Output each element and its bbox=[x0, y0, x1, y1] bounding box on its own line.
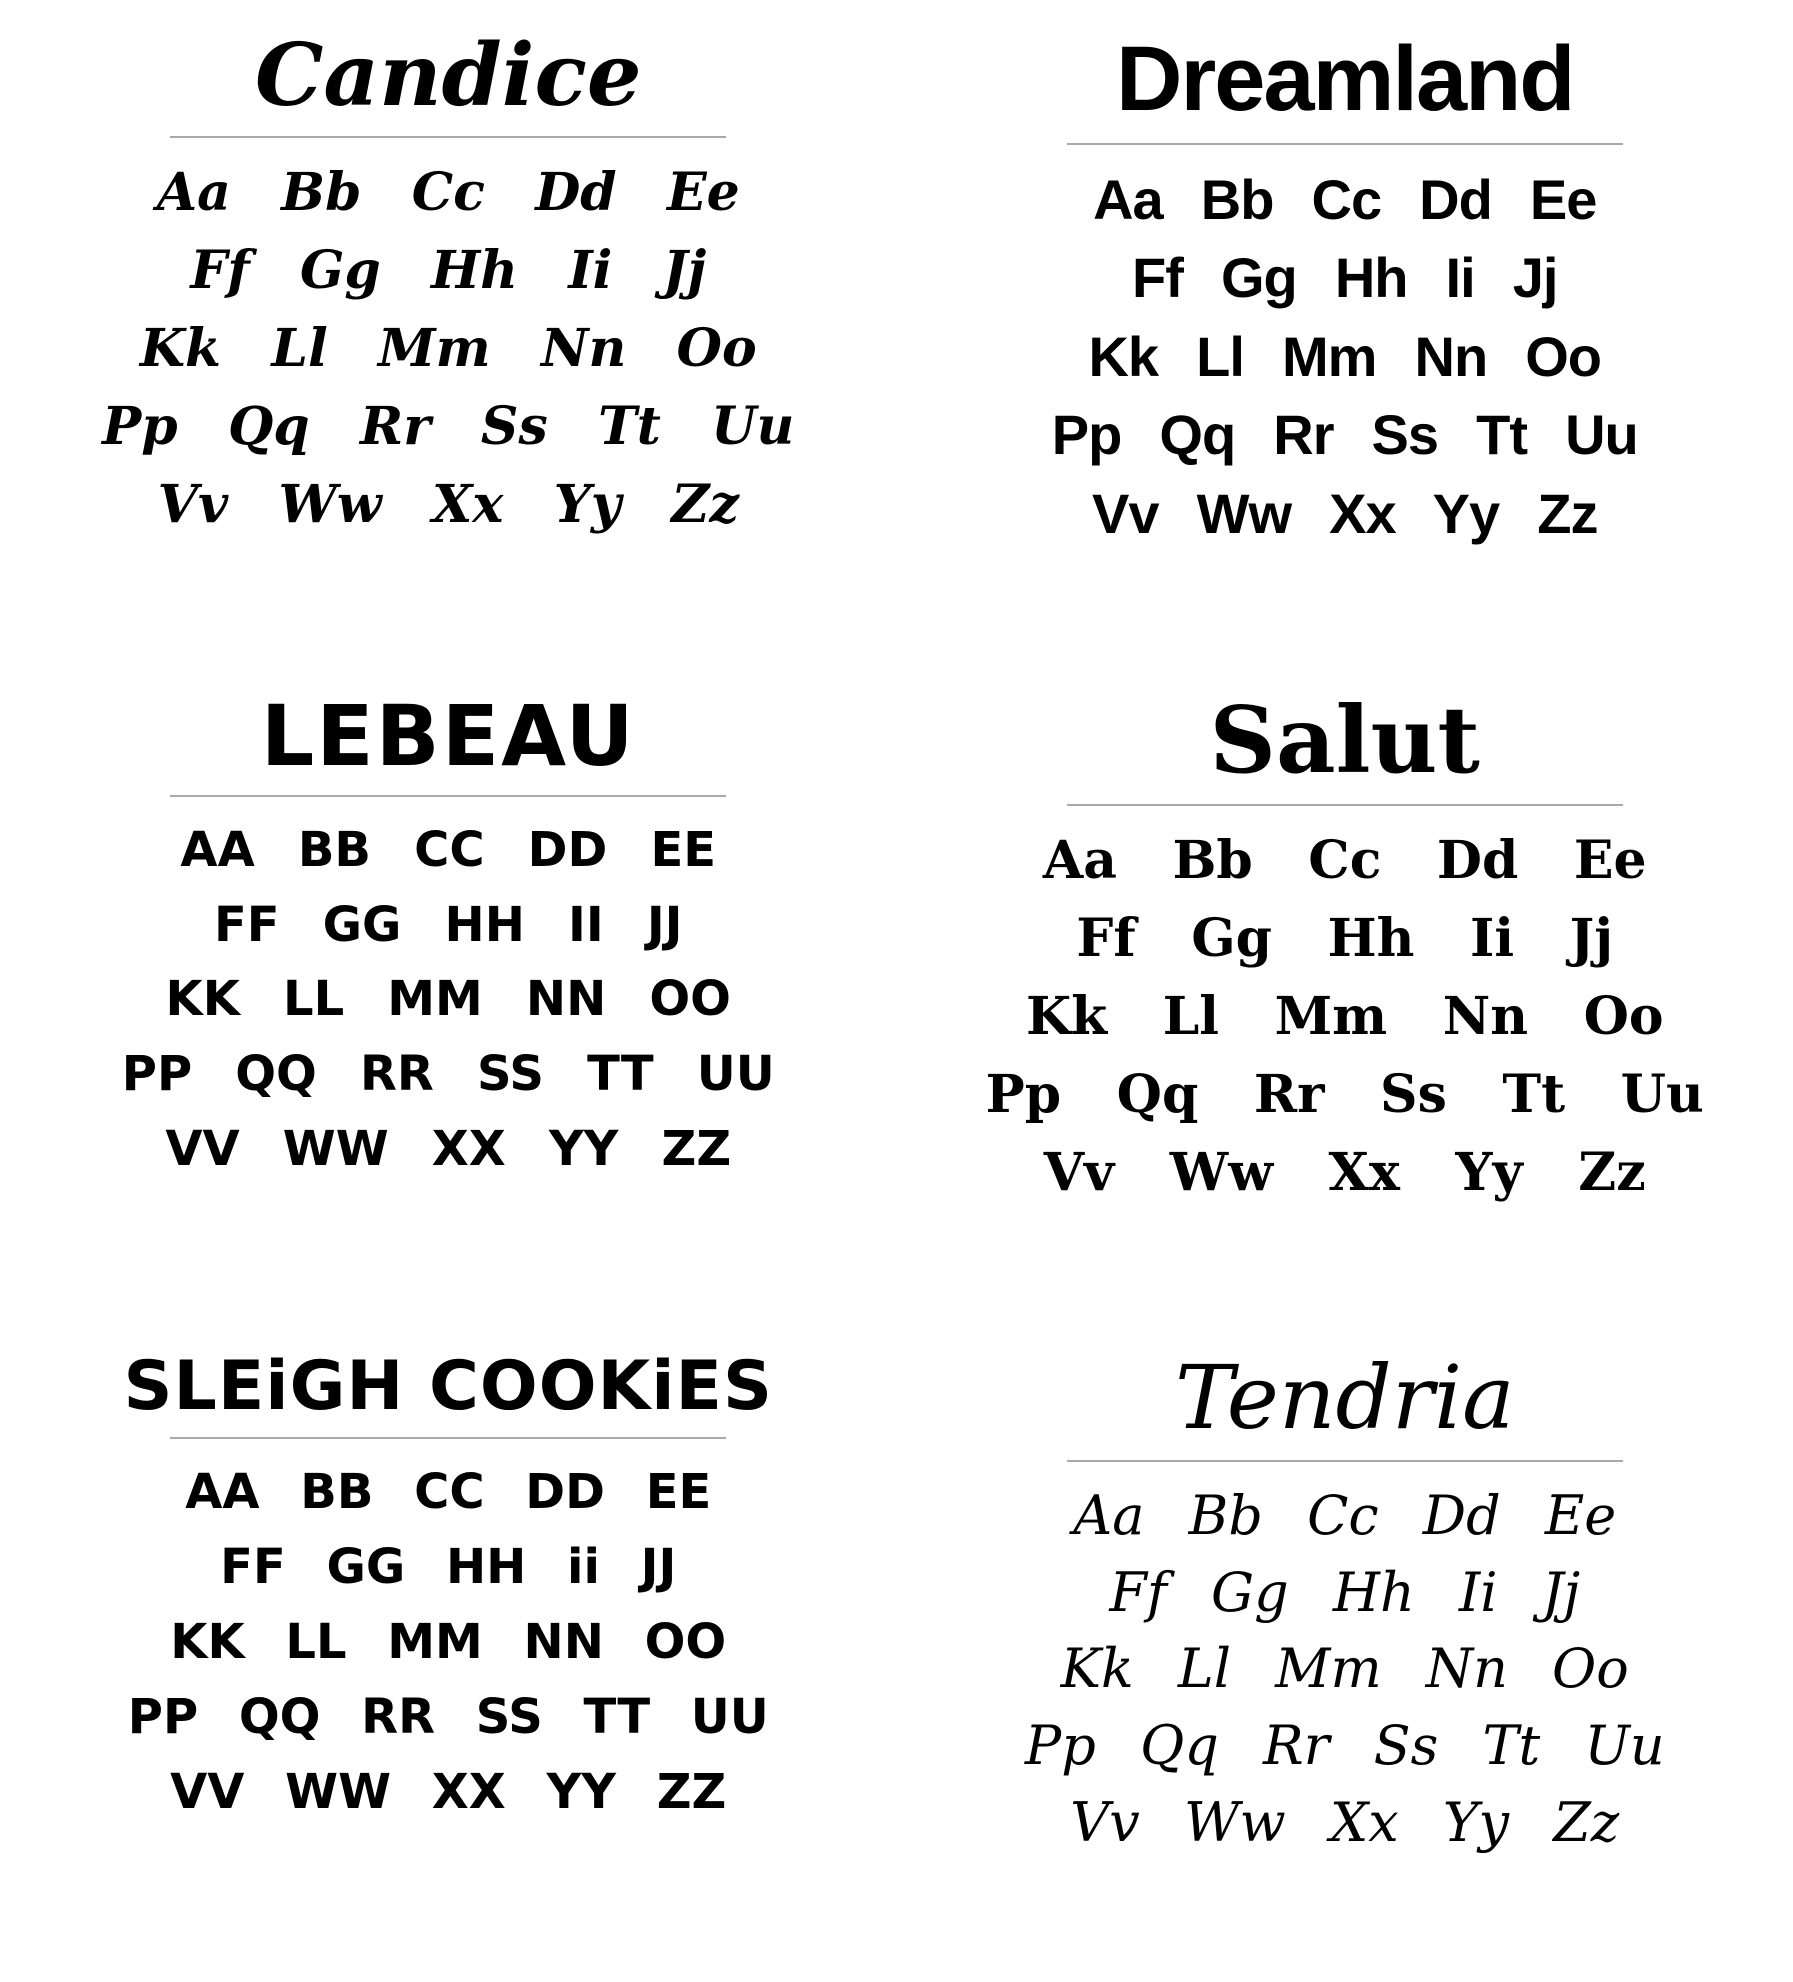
alphabet-row: Kk Ll Mm Nn Oo bbox=[139, 318, 757, 380]
title-divider bbox=[170, 136, 726, 138]
alphabet-row: PP QQ RR SS TT UU bbox=[121, 1046, 775, 1103]
alphabet-row: Vv Ww Xx Yy Zz bbox=[157, 474, 739, 536]
title-divider bbox=[1067, 1460, 1623, 1462]
font-title-candice: Candice bbox=[254, 25, 642, 126]
alphabet-row: Pp Qq Rr Ss Tt Uu bbox=[102, 396, 795, 458]
alphabet-row: AA BB CC DD EE bbox=[185, 1464, 712, 1521]
alphabet-row: Aa Bb Cc Dd Ee bbox=[1042, 829, 1647, 891]
alphabet-row: Aa Bb Cc Dd Ee bbox=[1093, 168, 1597, 232]
alphabet-row: Kk Ll Mm Nn Oo bbox=[1025, 985, 1664, 1047]
specimen-tendria bbox=[897, 1321, 1793, 1982]
alphabet-row: Aa Bb Cc Dd Ee bbox=[1073, 1483, 1617, 1547]
specimen-salut bbox=[897, 661, 1793, 1322]
font-title-dreamland: Dreamland bbox=[1116, 28, 1574, 130]
alphabet-row: Ff Gg Hh Ii Jj bbox=[190, 240, 707, 302]
font-title-sleigh-cookies: SLEiGH COOKiES bbox=[123, 1347, 773, 1427]
alphabet-row: Kk Ll Mm Nn Oo bbox=[1088, 324, 1602, 388]
alphabet-row: Pp Qq Rr Ss Tt Uu bbox=[1051, 403, 1638, 467]
font-title-lebeau: LEBEAU bbox=[260, 686, 636, 785]
alphabet-row: Aa Bb Cc Dd Ee bbox=[156, 162, 740, 224]
alphabet-row: Pp Qq Rr Ss Tt Uu bbox=[1024, 1713, 1665, 1777]
title-divider bbox=[170, 795, 726, 797]
title-divider bbox=[170, 1437, 726, 1439]
title-divider bbox=[1067, 143, 1623, 145]
font-title-tendria: Tendria bbox=[1174, 1346, 1515, 1450]
specimen-dreamland bbox=[897, 0, 1793, 661]
alphabet-row: AA BB CC DD EE bbox=[180, 821, 717, 878]
alphabet-row: KK LL MM NN OO bbox=[170, 1614, 727, 1671]
title-divider bbox=[1067, 804, 1623, 806]
alphabet-row: KK LL MM NN OO bbox=[165, 971, 731, 1028]
alphabet-row: Pp Qq Rr Ss Tt Uu bbox=[985, 1063, 1704, 1125]
alphabet-row: FF GG HH II JJ bbox=[213, 896, 683, 953]
alphabet-row: Ff Gg Hh Ii Jj bbox=[1076, 907, 1614, 969]
alphabet-row: PP QQ RR SS TT UU bbox=[127, 1689, 769, 1746]
specimen-sleigh-cookies bbox=[0, 1321, 897, 1982]
specimen-candice bbox=[0, 0, 897, 661]
alphabet-row: Vv Ww Xx Yy Zz bbox=[1092, 481, 1598, 545]
alphabet-row: Vv Ww Xx Yy Zz bbox=[1043, 1141, 1646, 1203]
font-title-salut: Salut bbox=[1209, 685, 1480, 794]
specimen-lebeau bbox=[0, 661, 897, 1322]
alphabet-row: FF GG HH ii JJ bbox=[220, 1539, 677, 1596]
alphabet-row: Kk Ll Mm Nn Oo bbox=[1060, 1637, 1629, 1701]
alphabet-row: Ff Gg Hh Ii Jj bbox=[1109, 1560, 1581, 1624]
alphabet-row: VV WW XX YY ZZ bbox=[170, 1763, 727, 1820]
alphabet-row: Vv Ww Xx Yy Zz bbox=[1070, 1790, 1620, 1854]
alphabet-row: Ff Gg Hh Ii Jj bbox=[1132, 246, 1558, 310]
alphabet-row: VV WW XX YY ZZ bbox=[165, 1121, 732, 1178]
